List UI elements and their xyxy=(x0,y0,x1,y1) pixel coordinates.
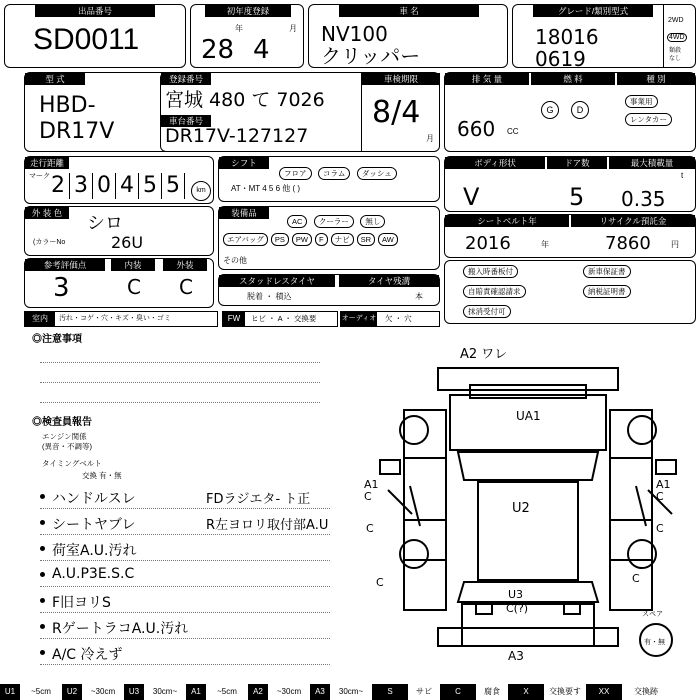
roof-panel xyxy=(478,482,578,580)
equip-item: PS xyxy=(271,233,289,246)
drive-4wd: 4WD xyxy=(669,34,685,41)
note-bullet xyxy=(40,624,45,629)
color-box xyxy=(24,206,214,256)
equip-item: SR xyxy=(357,233,375,246)
doors: 5 xyxy=(569,183,585,211)
seatbelt-year: 2016 xyxy=(465,233,511,254)
tire-opts: 脱着 ・ 積込 xyxy=(247,292,292,301)
fw-opts: ヒビ ・ A ・ 交換要 xyxy=(251,314,317,323)
legend-desc: サビ xyxy=(416,687,432,696)
note-item: シートヤブレ xyxy=(52,517,136,533)
body-box xyxy=(444,156,696,212)
mileage-label: 走行距離 xyxy=(25,157,69,169)
equip-row2 xyxy=(223,233,401,246)
legend-code: XX xyxy=(586,684,622,700)
grade-1: 18016 xyxy=(535,25,599,49)
audio-label: オーディオ xyxy=(341,312,377,326)
diagram-right-c-lower: C xyxy=(632,572,640,585)
equipment-box xyxy=(218,206,440,270)
engine-label: エンジン関係 (異音・不調等) xyxy=(42,432,92,451)
note-bullet xyxy=(40,520,45,525)
legend-code: X xyxy=(508,684,544,700)
shift-gears: AT・MT 4 5 6 他 ( ) xyxy=(231,184,301,193)
audio-strip xyxy=(340,311,440,327)
note-item: A/C 冷えず xyxy=(52,647,123,663)
equip-item: ナビ xyxy=(331,233,354,246)
car-name: NV100 クリッパー xyxy=(321,22,421,68)
svg-text:C(?): C(?) xyxy=(506,602,529,615)
doc-warranty: 新車保証書 xyxy=(583,265,631,278)
model: HBD- DR17V xyxy=(39,93,115,144)
legend-code: A2 xyxy=(248,684,268,700)
first-registration-label: 初年度登録 xyxy=(205,5,291,17)
legend-desc: 腐食 xyxy=(484,687,500,696)
equip-item: F xyxy=(315,233,328,246)
svg-text:C: C xyxy=(364,490,372,503)
mileage-digit: 2 xyxy=(47,173,70,199)
lot-number-label: 出品番号 xyxy=(35,5,155,17)
eval-label: 参考評価点 xyxy=(25,259,105,271)
diagram-left-c-lower: C xyxy=(376,576,384,589)
seatbelt-box xyxy=(444,214,696,258)
shift-column: コラム xyxy=(318,167,350,180)
legend-desc: 交換跡 xyxy=(634,687,658,696)
note-item: RゲートラコA.U.汚れ xyxy=(52,621,189,637)
inspection-col xyxy=(361,73,440,151)
equip-row1 xyxy=(287,211,387,229)
car-diagram xyxy=(360,340,700,680)
mileage-digit: 3 xyxy=(70,173,93,199)
inspection-month: 月 xyxy=(426,134,434,143)
note-item: 荷室A.U.汚れ xyxy=(52,543,137,559)
color-label: 外 装 色 xyxy=(25,207,69,219)
diagram-rear-label: U3 xyxy=(508,588,524,601)
timing-opts: 交換 有・無 xyxy=(82,471,122,480)
room-opts: 汚れ・コゲ・穴・キズ・臭い・ゴミ xyxy=(59,315,171,322)
tire-depth-unit: 本 xyxy=(415,292,423,301)
first-registration-box xyxy=(190,4,304,68)
mileage-digit: 5 xyxy=(139,173,162,199)
capacity-unit: t xyxy=(681,171,684,180)
shift-floor: フロア xyxy=(279,167,312,180)
rear-bumper xyxy=(438,628,618,646)
body: V xyxy=(463,183,480,211)
diagram-top-label: A2 ワレ xyxy=(460,347,508,362)
equip-item: エアバッグ xyxy=(223,233,268,246)
note-line xyxy=(40,586,330,587)
windshield xyxy=(458,452,598,480)
diagram-left-label: A1 xyxy=(364,478,379,491)
rear-glass xyxy=(458,582,598,602)
lot-number-box xyxy=(4,4,186,68)
legend-desc: 30cm~ xyxy=(338,687,364,696)
car-name-label: 車 名 xyxy=(339,5,479,17)
side-note-2: R左ヨロリ取付部A.U xyxy=(206,518,329,533)
legend-code: A1 xyxy=(186,684,206,700)
displacement-unit: CC xyxy=(507,127,519,136)
engine-box xyxy=(444,72,696,152)
first-reg-year: 28 xyxy=(201,35,235,65)
tire-box xyxy=(218,274,440,306)
legend-code: U1 xyxy=(0,684,20,700)
diagram-left-c-upper: C xyxy=(366,522,374,535)
grade-box xyxy=(512,4,696,71)
shift-dash: ダッシュ xyxy=(357,167,397,180)
exterior-label: 外装 xyxy=(163,259,207,271)
recycle-label: リサイクル預託金 xyxy=(571,215,695,227)
mileage-digits xyxy=(47,173,185,199)
side-note-1: FDラジエタ- ト正 xyxy=(206,492,311,507)
fw-strip xyxy=(222,311,338,327)
drive-2wd: 2WD xyxy=(668,17,684,24)
doc-insurance: 自賠責確認請求 xyxy=(463,285,526,298)
documents-box xyxy=(444,260,696,324)
diagram-right-c-upper: C xyxy=(656,522,664,535)
shift-box xyxy=(218,156,440,202)
fw-label: FW xyxy=(223,312,245,326)
note-bullet xyxy=(40,598,45,603)
year-unit: 年 xyxy=(235,24,243,33)
legend-desc: ~5cm xyxy=(217,687,237,696)
equip-ac: AC xyxy=(287,215,307,228)
interior-label: 内装 xyxy=(111,259,155,271)
fuel-label: 燃 料 xyxy=(531,73,615,85)
doc-deregister: 抹消受付可 xyxy=(463,305,511,318)
grade-label: グレード/類別型式 xyxy=(533,5,653,17)
audio-opts: 欠 ・ 穴 xyxy=(385,314,412,323)
displacement-label: 排 気 量 xyxy=(445,73,529,85)
note-item: ハンドルスレ xyxy=(52,491,136,507)
diagram-roof-label: U2 xyxy=(512,501,530,516)
equip-item: AW xyxy=(378,233,398,246)
fuel-d: D xyxy=(571,101,589,119)
use-business: 事業用 xyxy=(625,95,658,108)
reg-no-label: 登録番号 xyxy=(161,73,211,85)
registration-box xyxy=(160,72,440,152)
diagram-hood-label: UA1 xyxy=(516,409,541,423)
interior: C xyxy=(127,275,141,299)
displacement: 660 xyxy=(457,117,496,141)
note-bullet xyxy=(40,546,45,551)
color-no-label: (カラーNo xyxy=(33,239,66,246)
legend-code: U2 xyxy=(62,684,82,700)
use-label: 種 別 xyxy=(617,73,695,85)
spare-opts: 有・無 xyxy=(644,639,665,646)
diagram-bottom-label: A3 xyxy=(508,649,524,663)
legend-code: A3 xyxy=(310,684,330,700)
doc-plates: 搬入時番板付 xyxy=(463,265,518,278)
fuel-g: G xyxy=(541,101,559,119)
room-strip xyxy=(24,311,218,327)
equip-label: 装備品 xyxy=(219,207,269,219)
month-unit: 月 xyxy=(289,24,297,33)
inspection-value: 8/4 xyxy=(372,95,421,130)
note-line xyxy=(40,664,330,665)
eval: 3 xyxy=(53,273,70,303)
use-rental: レンタカー xyxy=(625,113,672,126)
capacity-label: 最大積載量 xyxy=(609,157,695,169)
evaluation-box xyxy=(24,258,214,308)
chassis: DR17V-127127 xyxy=(165,125,309,147)
tire-depth-label: タイヤ残溝 xyxy=(339,275,439,287)
note-line xyxy=(40,508,330,509)
legend-code: S xyxy=(372,684,408,700)
legend-desc: ~30cm xyxy=(90,687,116,696)
note-bullet xyxy=(40,572,45,577)
mileage-digit: 4 xyxy=(116,173,139,199)
recycle-amount: 7860 xyxy=(605,233,651,254)
color: シロ xyxy=(87,213,123,234)
seatbelt-unit: 年 xyxy=(541,240,549,249)
exterior: C xyxy=(179,275,193,299)
inspection-label: 車検期限 xyxy=(362,73,440,85)
diagram-right-label: A1 xyxy=(656,478,671,491)
note-bullet xyxy=(40,494,45,499)
equip-item: PW xyxy=(292,233,312,246)
legend-desc: ~30cm xyxy=(276,687,302,696)
mileage-meter: マーク xyxy=(29,173,50,180)
legend-desc: 交換要す xyxy=(549,687,581,696)
note-line xyxy=(40,534,330,535)
equip-none: 無し xyxy=(360,215,385,228)
equip-cooler: クーラー xyxy=(314,215,354,228)
drive-other: 類殺 なし xyxy=(669,48,682,62)
doc-tax: 納税証明書 xyxy=(583,285,631,298)
front-bumper xyxy=(438,368,618,390)
chassis-label: 車台番号 xyxy=(161,115,211,127)
note-line xyxy=(40,612,330,613)
caution-line-2 xyxy=(40,382,320,383)
car-name-box xyxy=(308,4,508,68)
seatbelt-label: シートベルト年 xyxy=(445,215,569,227)
tire-style-label: スタッドレスタイヤ xyxy=(219,275,335,287)
capacity: 0.35 xyxy=(621,187,666,211)
legend-desc: 30cm~ xyxy=(152,687,178,696)
shift-label: シフト xyxy=(219,157,269,169)
legend-code: C xyxy=(440,684,476,700)
grille xyxy=(470,385,586,398)
inspector-label: ◎検査員報告 xyxy=(32,417,92,428)
mileage-box xyxy=(24,156,214,204)
lot-number: SD0011 xyxy=(33,23,140,56)
timing-label: タイミングベルト xyxy=(42,459,102,468)
first-reg-month: 4 xyxy=(253,35,270,65)
mileage-unit: km xyxy=(191,181,211,201)
caution-line-1 xyxy=(40,362,320,363)
room-label: 室内 xyxy=(25,312,55,326)
caution-label: ◎注意事項 xyxy=(32,334,82,345)
doors-label: ドア数 xyxy=(547,157,607,169)
note-line xyxy=(40,638,330,639)
legend-desc: ~5cm xyxy=(31,687,51,696)
note-item: F旧ヨリS xyxy=(52,595,111,611)
reg-no: 宮城 480 て 7026 xyxy=(165,89,325,111)
drive-column xyxy=(663,5,696,67)
grade-2: 0619 xyxy=(535,47,586,71)
mileage-digit: 5 xyxy=(162,173,185,199)
note-item: A.U.P3E.S.C xyxy=(52,566,135,582)
shift-options xyxy=(279,163,399,181)
equip-other-label: その他 xyxy=(223,256,247,265)
note-bullet xyxy=(40,650,45,655)
model-label: 型 式 xyxy=(25,73,85,85)
body-label: ボディ形状 xyxy=(445,157,545,169)
mileage-digit: 0 xyxy=(93,173,116,199)
recycle-unit: 円 xyxy=(671,240,679,249)
legend-code: U3 xyxy=(124,684,144,700)
svg-text:C: C xyxy=(656,490,664,503)
note-line xyxy=(40,560,330,561)
spare-label: スペア xyxy=(642,611,663,618)
color-no: 26U xyxy=(111,233,144,252)
caution-line-3 xyxy=(40,402,320,403)
